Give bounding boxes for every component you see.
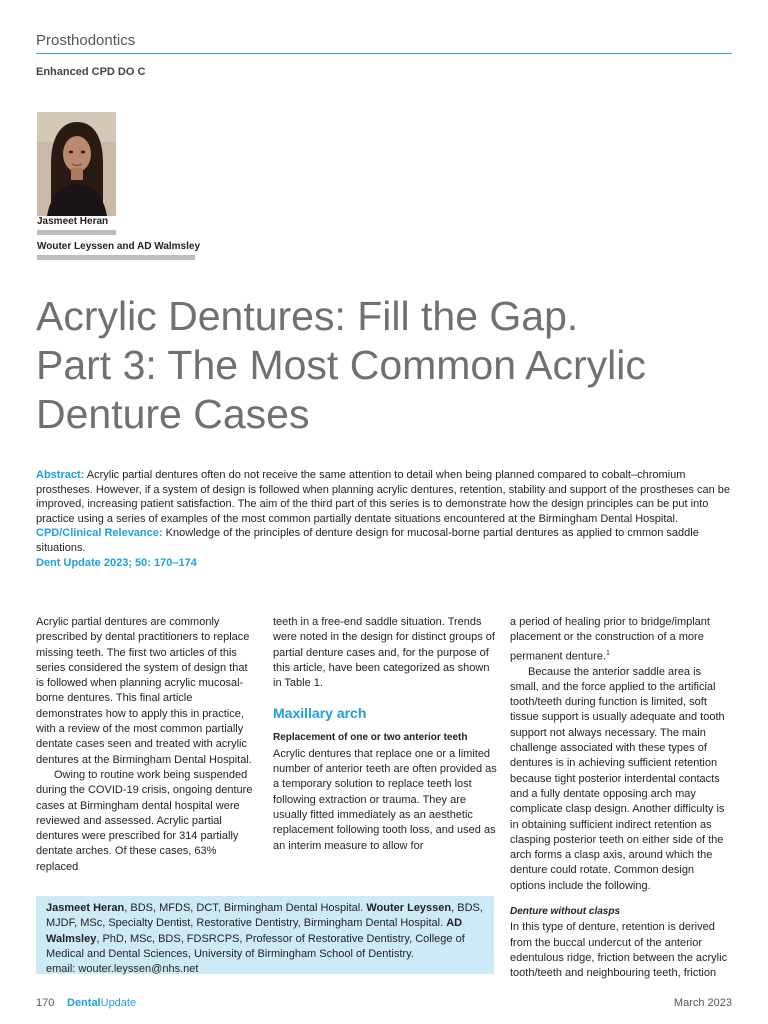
header-rule bbox=[36, 53, 732, 54]
abstract-text: Acrylic partial dentures often do not receive the same attention to detail when being planned compared to cobalt–chromium prostheses. However, if a system of design is followed when planning acrylic dentures, retention, stability and support of the prostheses can be improved, increasing patient satisfaction. The aim of the third part of this series is to demonstrate how the design principles can be put into practice using a series of examples of the most common partially dentate situations encountered at the Birmingham Dental Hospital. bbox=[36, 469, 730, 525]
caption-bar bbox=[37, 230, 116, 235]
paragraph: teeth in a free-end saddle situation. Trends were noted in the design for distinct groups of partial denture cases and, for the purpose of this article, have been categorized as shown in Table 1. bbox=[273, 616, 495, 690]
paragraph: Acrylic dentures that replace one or a limited number of anterior teeth are often provided as a temporary solution to replace teeth lost following extraction or trauma. They are usually fitted immediately as an aesthetic replacement following tooth loss, and used as an interim measure to allow for bbox=[273, 747, 497, 852]
section-title: Prosthodontics bbox=[36, 32, 136, 49]
abstract bbox=[36, 468, 736, 526]
page-number: 170 bbox=[36, 997, 55, 1009]
affiliation-text: , BDS, MFDS, DCT, Birmingham Dental Hospital. bbox=[124, 902, 367, 914]
journal-name-rest: Update bbox=[100, 997, 137, 1009]
affiliation-box bbox=[36, 896, 494, 974]
abstract-label: Abstract: bbox=[36, 469, 85, 481]
photo-caption: Jasmeet Heran bbox=[37, 216, 109, 227]
title-line: Part 3: The Most Common Acrylic bbox=[36, 342, 646, 388]
relevance-text: Knowledge of the principles of denture design for mucosal-borne partial dentures as applied to cmmon saddle situations. bbox=[36, 527, 699, 554]
paragraph: Owing to routine work being suspended during the COVID-19 crisis, ongoing denture cases at Birmingham dental hospital were reviewed and assessed. Acrylic partial dentures were prescribed for 314 partially dentate arches. Of these cases, 63% replaced bbox=[36, 768, 253, 873]
title-line: Denture Cases bbox=[36, 391, 310, 437]
coauthors: Wouter Leyssen and AD Walmsley bbox=[37, 241, 201, 252]
coauthors-bar bbox=[37, 255, 195, 260]
journal-name-bold: Dental bbox=[67, 997, 101, 1009]
paragraph: In this type of denture, retention is derived from the buccal undercut of the anterior edentulous ridge, friction between the acrylic tooth/teeth and neighbouring teeth, friction bbox=[510, 921, 728, 980]
affiliation-text: , PhD, MSc, BDS, FDSRCPS, Professor of Restorative Dentistry, College of Medical and Dental Sciences, University of Birmingham School of Dentistry. bbox=[46, 932, 465, 960]
cpd-label: Enhanced CPD DO C bbox=[36, 66, 146, 78]
author-photo bbox=[37, 112, 116, 216]
paragraph bbox=[510, 615, 732, 665]
paragraph: Acrylic partial dentures are commonly prescribed by dental practitioners to replace missing teeth. The first two articles of this series considered the system of design that is followed when planning acrylic mucosal-borne dentures. This final article demonstrates how to apply this in practice, with a review of the most common partially dentate cases seen and treated with acrylic dentures at the Birmingham Dental Hospital. bbox=[36, 616, 252, 766]
affiliation-name: Wouter Leyssen bbox=[366, 902, 452, 914]
abstract-block bbox=[36, 468, 736, 570]
clinical-relevance bbox=[36, 526, 736, 555]
citation: Dent Update 2023; 50: 170–174 bbox=[36, 556, 197, 569]
paragraph: Because the anterior saddle area is small, and the force applied to the artificial tooth/teeth during function is limited, soft tissue support is usually adequate and tooth support not always necessary. The main challenge associated with these types of dentures is in achieving sufficient retention because tight posterior interdental contacts and a fully dentate opposing arch may complicate clasp design. Another difficulty is in obtaining sufficient indirect retention as clasping posterior teeth on either side of the arch forms a clasp axis, around which the denture could rotate. Common design options include the following. bbox=[510, 665, 725, 892]
paragraph-text: a period of healing prior to bridge/implant placement or the construction of a more permanent denture. bbox=[510, 616, 710, 663]
body-column-3 bbox=[510, 615, 732, 981]
section-heading: Maxillary arch bbox=[273, 705, 367, 722]
email: email: wouter.leyssen@nhs.net bbox=[46, 963, 199, 976]
reference-marker: 1 bbox=[606, 649, 610, 657]
body-column-2 bbox=[273, 615, 498, 854]
issue-date: March 2023 bbox=[673, 997, 732, 1009]
subsection-heading: Replacement of one or two anterior teeth bbox=[273, 732, 468, 744]
affiliation-name: AD Walmsley bbox=[46, 917, 463, 945]
affiliation-name: Jasmeet Heran bbox=[46, 902, 125, 914]
relevance-label: CPD/Clinical Relevance: bbox=[36, 527, 163, 540]
article-title bbox=[36, 292, 736, 439]
body-column-1 bbox=[36, 615, 256, 875]
affiliation-text: , BDS, MJDF, MSc, Specialty Dentist, Restorative Dentistry, Birmingham Dental Hospital. bbox=[46, 902, 483, 930]
title-line: Acrylic Dentures: Fill the Gap. bbox=[36, 293, 579, 339]
journal-name bbox=[67, 997, 136, 1009]
subsection-heading: Denture without clasps bbox=[510, 906, 621, 917]
